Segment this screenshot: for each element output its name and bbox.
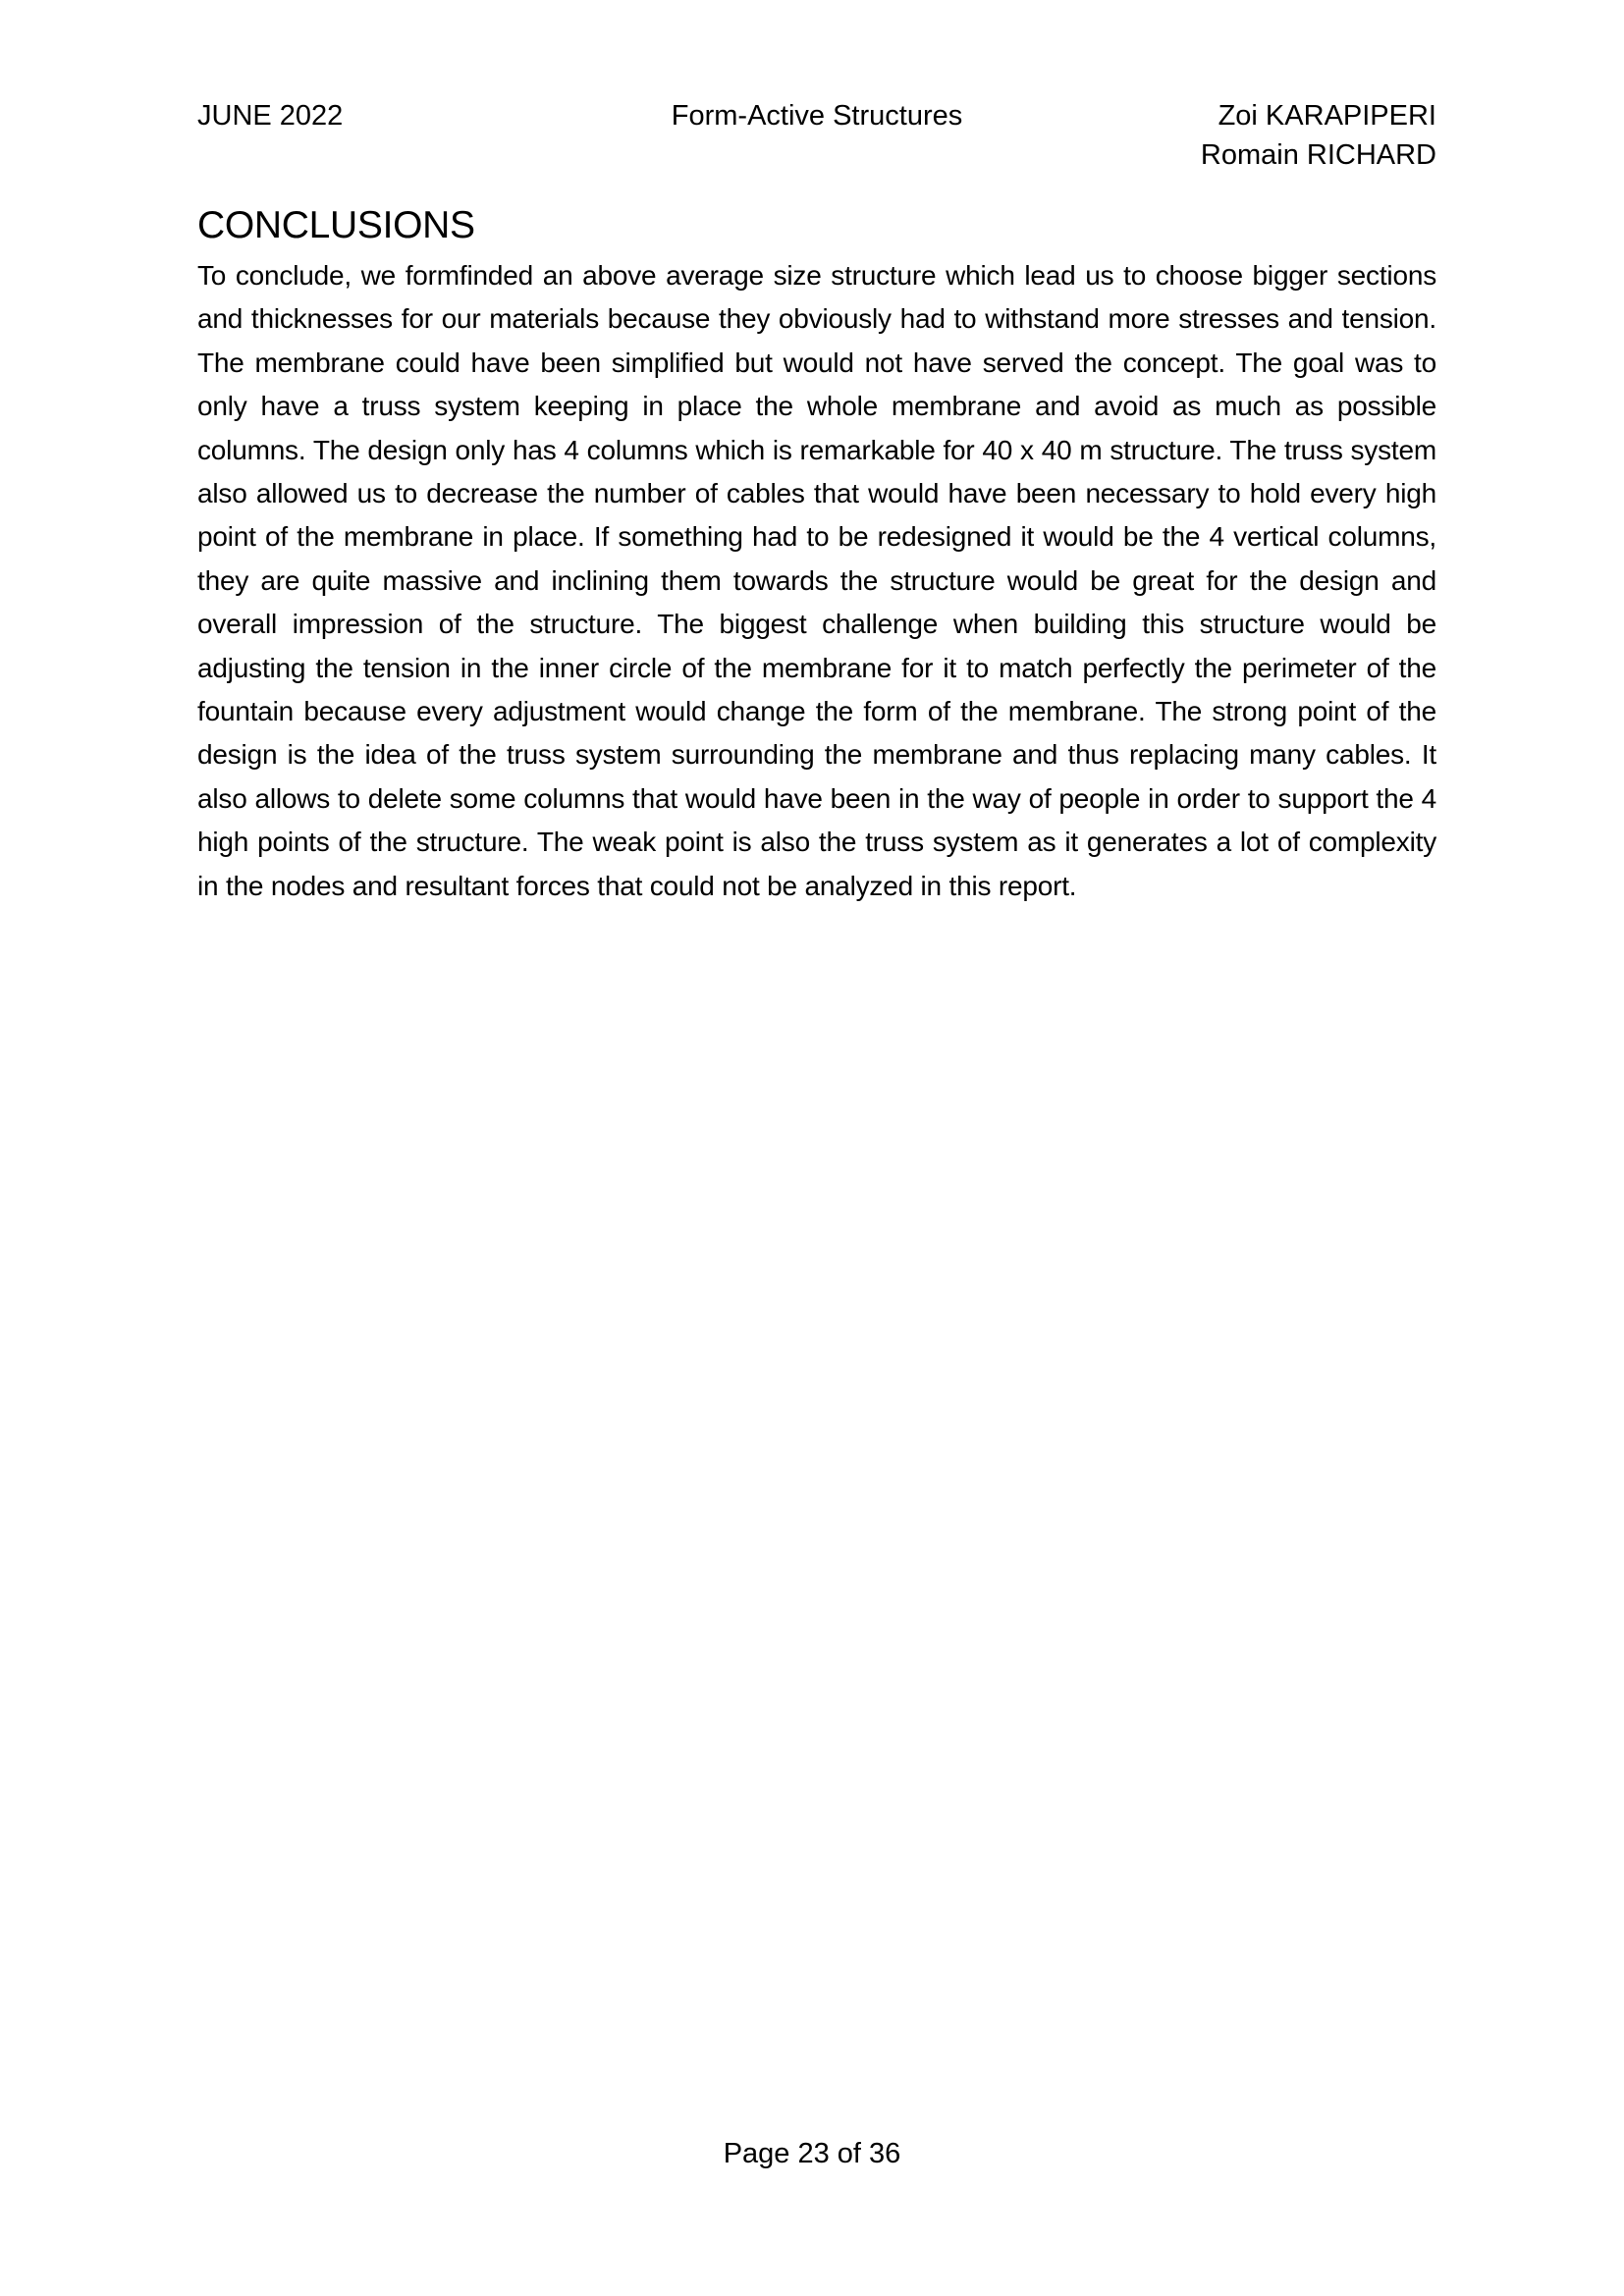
page-number: Page 23 of 36: [723, 2138, 901, 2169]
header-authors: [1201, 96, 1436, 175]
header-author-2: Romain RICHARD: [1200, 139, 1436, 171]
page-content: [197, 200, 1436, 908]
section-heading: CONCLUSIONS: [197, 204, 475, 246]
page-footer: [0, 2134, 1624, 2173]
header-title: Form-Active Structures: [671, 100, 963, 132]
header-date: JUNE 2022: [197, 100, 344, 132]
header-author-1: Zoi KARAPIPERI: [1218, 100, 1436, 132]
conclusion-paragraph: To conclude, we formfinded an above average size structure which lead us to choose bigger sections and thicknesses for our materials because they obviously had to withstand more stresses and tension. The membrane could have been simplified but would not have served the concept. The goal was to only have a truss system keeping in place the whole membrane and avoid as much as possible columns. The design only has 4 columns which is remarkable for 40 x 40 m structure. The truss system also allowed us to decrease the number of cables that would have been necessary to hold every high point of the membrane in place. If something had to be redesigned it would be the 4 vertical columns, they are quite massive and inclining them towards the structure would be great for the design and overall impression of the structure. The biggest challenge when building this structure would be adjusting the tension in the inner circle of the membrane for it to match perfectly the perimeter of the fountain because every adjustment would change the form of the membrane. The strong point of the design is the idea of the truss system surrounding the membrane and thus replacing many cables. It also allows to delete some columns that would have been in the way of people in order to support the 4 high points of the structure. The weak point is also the truss system as it generates a lot of complexity in the nodes and resultant forces that could not be analyzed in this report.: [197, 260, 1436, 901]
